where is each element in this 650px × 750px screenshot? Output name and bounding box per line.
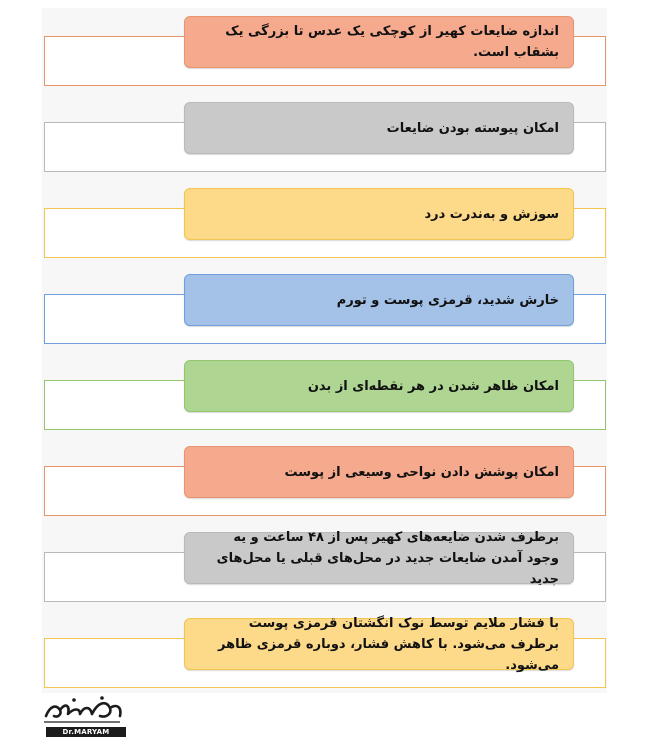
item-label-box [184, 188, 574, 240]
symptom-item-4 [44, 274, 606, 350]
item-label-box [184, 529, 574, 587]
logo-caption: Dr.MARYAM MALEKI [46, 727, 126, 737]
item-label-box [184, 446, 574, 498]
signature-logo-icon [40, 692, 126, 726]
brand-logo [40, 692, 126, 746]
symptom-item-1 [44, 16, 606, 92]
item-text: سوزش و به‌ندرت درد [424, 206, 559, 222]
item-text: امکان پوشش دادن نواحی وسیعی از پوست [284, 464, 559, 480]
item-text: امکان پیوسته بودن ضایعات [386, 120, 559, 136]
item-label-box [184, 274, 574, 326]
symptom-item-6 [44, 446, 606, 522]
item-text: اندازه ضایعات کهیر از کوچکی یک عدس تا بزرگی یک بشقاب است. [225, 24, 559, 60]
item-label-box [184, 360, 574, 412]
symptom-item-2 [44, 102, 606, 178]
item-label-box [184, 16, 574, 68]
item-text: برطرف شدن ضایعه‌های کهیر پس از ۴۸ ساعت و یه وجود آمدن ضایعات جدید در محل‌های قبلی یا محل‌های جدید [216, 529, 559, 587]
item-text: امکان ظاهر شدن در هر نقطه‌ای از بدن [307, 378, 559, 394]
item-label-box [184, 102, 574, 154]
item-label-box [184, 615, 574, 673]
symptom-item-8 [44, 615, 606, 694]
symptom-item-5 [44, 360, 606, 436]
item-text: با فشار ملایم توسط نوک انگشتان قرمزی پوست برطرف می‌شود. با کاهش فشار، دوباره قرمزی ظاهر می‌شود. [217, 615, 559, 673]
symptom-item-3 [44, 188, 606, 264]
item-text: خارش شدید، قرمزی پوست و تورم [336, 292, 559, 308]
symptom-item-7 [44, 529, 606, 608]
